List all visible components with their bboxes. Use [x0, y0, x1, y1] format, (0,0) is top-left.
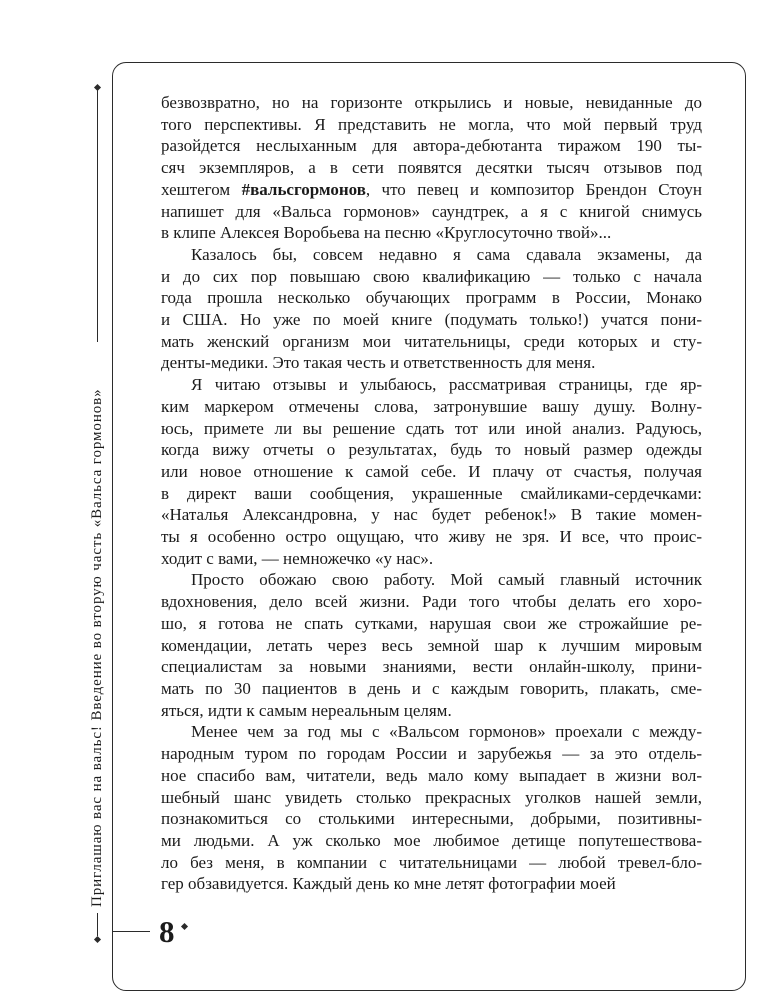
text-line — [161, 461, 702, 483]
text-segment: и до сих пор повышаю свою квалификацию — только с начала — [161, 266, 702, 286]
hashtag-bold-text: #вальсгормонов — [241, 179, 366, 199]
text-segment: хештегом — [161, 179, 242, 199]
text-segment: когда вижу отчеты о результатах, будь то новый размер одежды — [161, 440, 702, 460]
text-segment: ты я особенно остро ощущаю, что живу не зря. И все, что проис- — [161, 527, 702, 547]
text-line — [161, 287, 702, 309]
text-line — [161, 244, 702, 266]
text-segment: ло без меня, в компании с читательницами — любой тревел-бло- — [161, 852, 702, 872]
text-line — [161, 635, 702, 657]
text-line — [161, 569, 702, 591]
text-segment: вдохновения, дело всей жизни. Ради того чтобы делать его хоро- — [161, 592, 702, 612]
text-segment: Менее чем за год мы с «Вальсом гормонов» проехали с между- — [191, 722, 702, 742]
text-line — [161, 374, 702, 396]
text-segment: «Наталья Александровна, у нас будет ребенок!» В такие момен- — [161, 505, 702, 525]
text-segment: яться, идти к самым нереальным целям. — [161, 700, 452, 720]
sidebar-ornament-diamond-bottom — [94, 936, 101, 943]
text-line — [161, 396, 702, 418]
text-segment: специалистам за новыми знаниями, вести онлайн-школу, прини- — [161, 657, 702, 677]
paragraph — [161, 374, 702, 569]
text-line — [161, 787, 702, 809]
page-text — [161, 92, 702, 895]
text-line — [161, 548, 702, 570]
paragraph — [161, 721, 702, 895]
text-segment: мать женский организм мои читательницы, среди которых и сту- — [161, 331, 702, 351]
text-line — [161, 418, 702, 440]
text-line — [161, 483, 702, 505]
text-line — [161, 743, 702, 765]
text-segment: сяч экземпляров, а в сети появятся десятки тысяч отзывов под — [161, 158, 702, 178]
text-segment: того перспективы. Я представить не могла, что мой первый труд — [161, 114, 702, 134]
text-segment: ходит с вами, — немножечко «у нас». — [161, 548, 434, 568]
text-line — [161, 591, 702, 613]
text-line — [161, 331, 702, 353]
page-number-block — [113, 916, 187, 947]
text-segment: ким маркером отмечены слова, затронувшие вашу душу. Волну- — [161, 396, 702, 416]
text-line — [161, 352, 702, 374]
text-line — [161, 765, 702, 787]
text-segment: ное спасибо вам, читатели, ведь мало кому выпадает в жизни вол- — [161, 765, 702, 785]
text-line — [161, 201, 702, 223]
text-segment: мать по 30 пациентов в день и с каждым говорить, плакать, сме- — [161, 678, 702, 698]
text-line — [161, 135, 702, 157]
text-line — [161, 266, 702, 288]
text-line — [161, 309, 702, 331]
text-line — [161, 114, 702, 136]
paragraph — [161, 92, 702, 244]
text-segment: в директ ваши сообщения, украшенные смайликами-сердечками: — [161, 483, 702, 503]
text-line — [161, 656, 702, 678]
sidebar-ornament-rule-bottom — [97, 913, 98, 936]
chapter-title-vertical: Приглашаю вас на вальс! Введение во вторую часть «Вальса гормонов» — [89, 388, 105, 907]
text-segment: юсь, примете ли вы решение сдать тот или иной анализ. Радуюсь, — [161, 418, 702, 438]
text-line — [161, 222, 702, 244]
text-segment: Я читаю отзывы и улыбаюсь, рассматривая страницы, где яр- — [191, 375, 702, 395]
text-segment: безвозвратно, но на горизонте открылись и новые, невиданные до — [161, 93, 702, 112]
text-segment: Казалось бы, совсем недавно я сама сдавала экзамены, да — [191, 244, 702, 264]
text-segment: комендации, летать через весь земной шар к лучшим мировым — [161, 635, 702, 655]
text-segment: в клипе Алексея Воробьева на песню «Круглосуточно твой»... — [161, 223, 612, 243]
text-line — [161, 873, 702, 895]
text-line — [161, 830, 702, 852]
text-line — [161, 678, 702, 700]
text-segment: , что певец и композитор Брендон Стоун — [365, 179, 702, 199]
text-segment: или новое отношение к самой себе. И плачу от счастья, получая — [161, 461, 702, 481]
text-line — [161, 157, 702, 179]
page-number: 8 — [159, 914, 175, 949]
text-segment: и США. Но уже по моей книге (подумать только!) учатся пони- — [161, 310, 702, 330]
text-line — [161, 808, 702, 830]
page-number-rule — [113, 931, 150, 933]
sidebar-ornament-rule-top — [97, 90, 98, 342]
page-number-ornament — [180, 923, 187, 930]
text-segment: народным туром по городам России и зарубежья — за это отдель- — [161, 744, 702, 764]
text-line — [161, 504, 702, 526]
text-segment: шебный шанс увидеть столько прекрасных уголков нашей земли, — [161, 787, 702, 807]
text-line — [161, 700, 702, 722]
text-segment: ми людьми. А уж сколько мое любимое детище попутешествова- — [161, 830, 702, 850]
text-segment: денты-медики. Это такая честь и ответственность для меня. — [161, 353, 596, 373]
text-segment: гер обзавидуется. Каждый день ко мне летят фотографии моей — [161, 874, 616, 894]
text-line — [161, 92, 702, 114]
text-segment: познакомиться со столькими интересными, добрыми, позитивны- — [161, 809, 702, 829]
paragraph — [161, 569, 702, 721]
text-segment: шо, я готова не спать сутками, нарушая свои же строжайшие ре- — [161, 613, 702, 633]
text-line — [161, 613, 702, 635]
paragraph — [161, 244, 702, 374]
text-segment: Просто обожаю свою работу. Мой самый главный источник — [191, 570, 702, 590]
text-line — [161, 179, 702, 201]
text-line — [161, 526, 702, 548]
text-line — [161, 439, 702, 461]
text-line — [161, 852, 702, 874]
text-segment: года прошла несколько обучающих программ в России, Монако — [161, 288, 702, 308]
text-segment: напишет для «Вальса гормонов» саундтрек, а я с книгой снимусь — [161, 201, 702, 221]
text-line — [161, 721, 702, 743]
text-segment: разойдется неслыханным для автора-дебютанта тиражом 190 ты- — [161, 136, 702, 156]
